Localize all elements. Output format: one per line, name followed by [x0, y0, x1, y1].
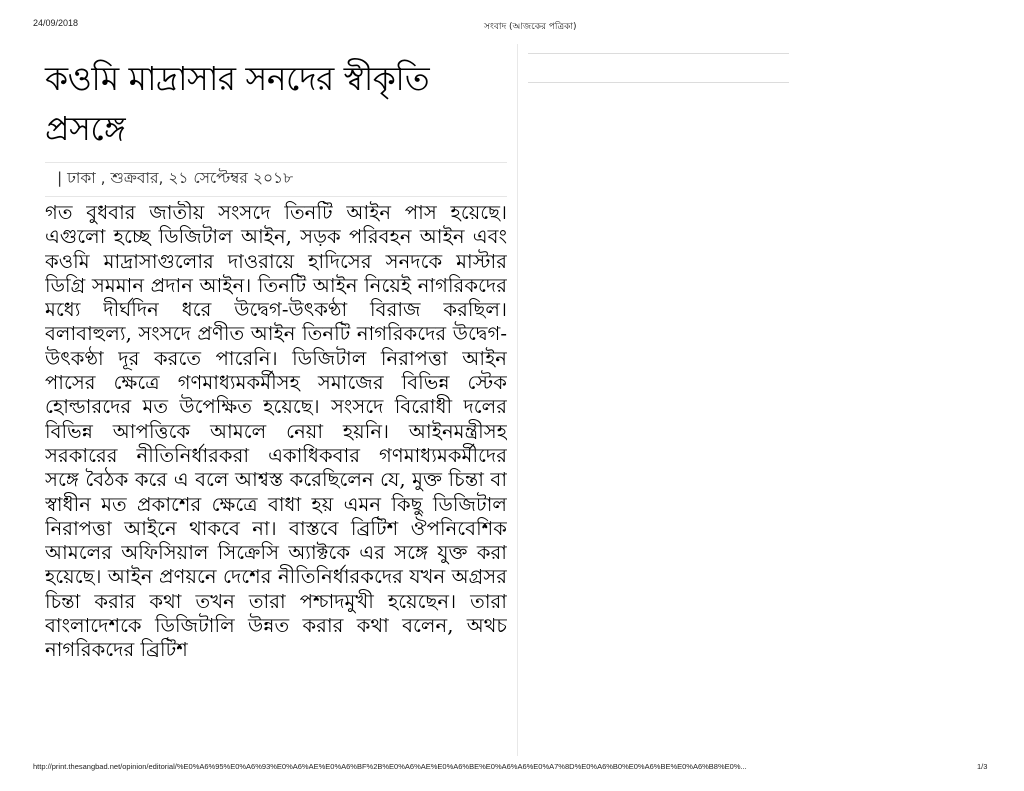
article-dateline: | ঢাকা , শুক্রবার, ২১ সেপ্টেম্বর ২০১৮ [45, 162, 507, 197]
article [45, 54, 507, 763]
print-date: 24/09/2018 [33, 18, 79, 28]
sidebar-divider [528, 82, 789, 83]
print-site-title: সংবাদ (আজকের পত্রিকা) [484, 22, 577, 32]
column-divider [517, 44, 518, 756]
sidebar [528, 53, 789, 83]
article-body: গত বুধবার জাতীয় সংসদে তিনটি আইন পাস হয়েছে। এগুলো হচ্ছে ডিজিটাল আইন, সড়ক পরিবহন আইন এবং কওমি মাদ্রাসাগুলোর দাওরায়ে হাদিসের সনদকে মাস্টার ডিগ্রি সমমান প্রদান আইন। তিনটি আইন নিয়েই নাগরিকদের মধ্যে দীর্ঘদিন ধরে উদ্বেগ-উৎকণ্ঠা বিরাজ করছিল। বলাবাহুল্য, সংসদে প্রণীত আইন তিনটি নাগরিকদের উদ্বেগ-উৎকণ্ঠা দূর করতে পারেনি। ডিজিটাল নিরাপত্তা আইন পাসের ক্ষেত্রে গণমাধ্যমকর্মীসহ সমাজের বিভিন্ন স্টেক হোল্ডারদের মত উপেক্ষিত হয়েছে। সংসদে বিরোধী দলের বিভিন্ন আপত্তিকে আমলে নেয়া হয়নি। আইনমন্ত্রীসহ সরকারের নীতিনির্ধারকরা একাধিকবার গণমাধ্যমকর্মীদের সঙ্গে বৈঠক করে এ বলে আশ্বস্ত করেছিলেন যে, মুক্ত চিন্তা বা স্বাধীন মত প্রকাশের ক্ষেত্রে বাধা হয় এমন কিছু ডিজিটাল নিরাপত্তা আইনে থাকবে না। বাস্তবে ব্রিটিশ ঔপনিবেশিক আমলের অফিসিয়াল সিক্রেসি অ্যাক্টকে এর সঙ্গে যুক্ত করা হয়েছে। আইন প্রণয়নে দেশের নীতিনির্ধারকদের যখন অগ্রসর চিন্তা করার কথা তখন তারা পশ্চাদমুখী হয়েছেন। তারা বাংলাদেশকে ডিজিটালি উন্নত করার কথা বলেন, অথচ নাগরিকদের ব্রিটিশ [45, 201, 507, 662]
page-number: 1/3 [977, 762, 988, 771]
print-url: http://print.thesangbad.net/opinion/editorial/%E0%A6%95%E0%A6%93%E0%A6%AE%E0%A6%BF%2B%E0%A6%AE%E0%A6%BE%E0%A6%A6%E0%A7%8D%E0%A6%B0%E0%A6%BE%E0%A6%B8%E0%... [33, 762, 747, 771]
article-body-container [45, 201, 507, 763]
sidebar-divider [528, 53, 789, 54]
article-headline: কওমি মাদ্রাসার সনদের স্বীকৃতি প্রসঙ্গে [45, 59, 430, 148]
